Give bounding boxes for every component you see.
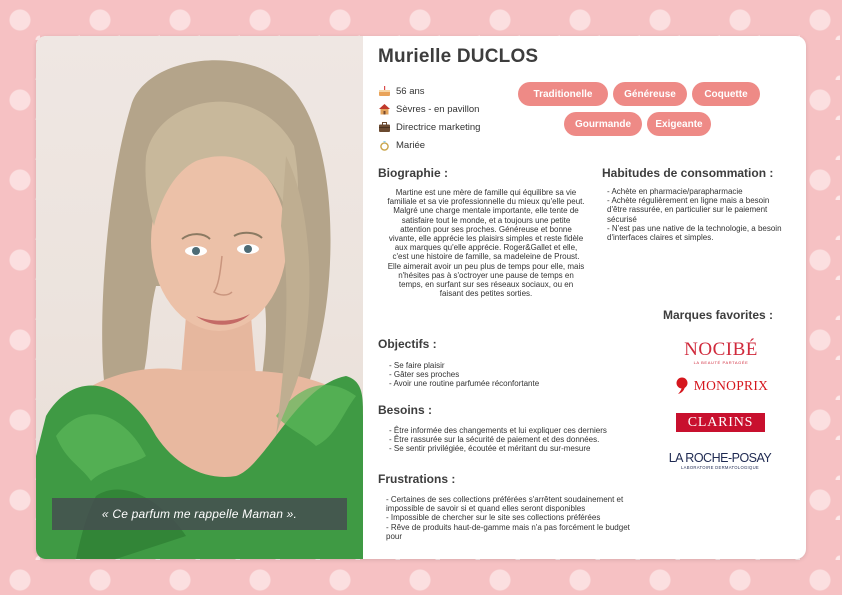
tag-gourmande: Gourmande: [564, 112, 642, 136]
needs-title: Besoins :: [378, 403, 433, 417]
frustration-item: - Rêve de produits haut-de-gamme mais n'a pas forcément le budget pour: [386, 522, 630, 541]
objective-item: - Avoir une routine parfumée réconfortante: [389, 379, 540, 389]
persona-photo: [36, 36, 363, 559]
need-item: - Se sentir privilégiée, écoutée et méritant du sur-mesure: [389, 444, 591, 454]
fact-home-text: Sèvres - en pavillon: [396, 103, 480, 115]
habit-item: - Achète régulièrement en ligne mais a besoin d'être rassurée, en particulier sur le paiement sécurisé: [607, 196, 770, 224]
nocibe-tagline: LA BEAUTÉ PARTAGÉE: [693, 359, 749, 365]
tag-genereuse: Généreuse: [613, 82, 687, 106]
fact-status-text: Mariée: [396, 139, 426, 151]
nocibe-logo: NOCIBÉ: [684, 338, 758, 360]
persona-facts: [378, 82, 480, 154]
persona-quote: « Ce parfum me rappelle Maman ».: [52, 498, 347, 530]
habit-item: - Achète en pharmacie/parapharmacie: [607, 187, 743, 196]
frustration-item: - Certaines de ses collections préférées s'arrêtent soudainement et impossible de savoir si et quand elles seront disponibles: [386, 495, 624, 514]
house-icon: [378, 103, 391, 115]
biography-title: Biographie :: [378, 166, 449, 180]
fact-status: [378, 136, 480, 154]
fact-age: [378, 82, 480, 100]
fact-job-text: Directrice marketing: [396, 121, 481, 133]
fact-job: [378, 118, 480, 136]
briefcase-icon: [378, 121, 391, 133]
monoprix-logo: MONOPRIX: [693, 378, 769, 393]
habits-title: Habitudes de consommation :: [602, 166, 774, 180]
objectives-list: [389, 361, 539, 389]
monoprix-mark-icon: [676, 377, 688, 395]
frustrations-list: [386, 495, 648, 541]
frustrations-title: Frustrations :: [378, 472, 456, 486]
laroche-logo: LA ROCHE-POSAY: [668, 450, 772, 465]
cake-icon: [378, 85, 391, 97]
frustration-item: - Impossible de chercher sur le site ses collections préférées: [386, 513, 601, 523]
ring-icon: [378, 139, 391, 151]
needs-list: [389, 426, 607, 454]
habit-item: - N'est pas une native de la technologie, a besoin d'interfaces claires et simples.: [607, 223, 782, 243]
tag-coquette: Coquette: [692, 82, 760, 106]
biography-text: Martine est une mère de famille qui équilibre sa vie familiale et sa vie professionnelle du mieux qu'elle peut. Malgré une charge mentale importante, elle tente de satisfaire tout le monde, et a toujours une petite attention pour ses proches. Généreuse et bonne vivante, elle apprécie les plaisirs simples et reste fidèle aux marques qu'elle apprécie. Roger&Gallet et elle, c'est une histoire de famille, sa madeleine de Proust. Elle aimerait avoir un peu plus de temps pour elle, mais n'hésites pas à s'octroyer une pause de temps en temps, en surfant sur ses réseaux sociaux, ou en faisant des petites sorties.: [387, 188, 585, 299]
habits-list: [607, 187, 787, 242]
need-item: - Être rassurée sur la sécurité de paiement et des données.: [389, 435, 600, 445]
tag-traditionelle: Traditionelle: [518, 82, 608, 106]
fact-home: [378, 100, 480, 118]
persona-card: [36, 36, 806, 559]
laroche-tagline: LABORATOIRE DERMATOLOGIQUE: [681, 464, 759, 470]
brand-monoprix: [664, 373, 780, 399]
brand-nocibe: [676, 336, 766, 368]
objective-item: - Se faire plaisir: [389, 361, 445, 370]
tag-exigeante: Exigeante: [647, 112, 711, 136]
persona-name: Murielle DUCLOS: [378, 46, 539, 67]
fact-age-text: 56 ans: [396, 85, 425, 97]
clarins-logo: CLARINS: [687, 414, 754, 430]
portrait-illustration: [36, 36, 363, 559]
objective-item: - Gâter ses proches: [389, 370, 460, 380]
objectives-title: Objectifs :: [378, 337, 437, 351]
need-item: - Être informée des changements et lui expliquer ces derniers: [389, 426, 607, 435]
brand-laroche-posay: [666, 446, 774, 474]
brands-title: Marques favorites :: [663, 308, 774, 322]
brand-clarins: [676, 413, 765, 432]
